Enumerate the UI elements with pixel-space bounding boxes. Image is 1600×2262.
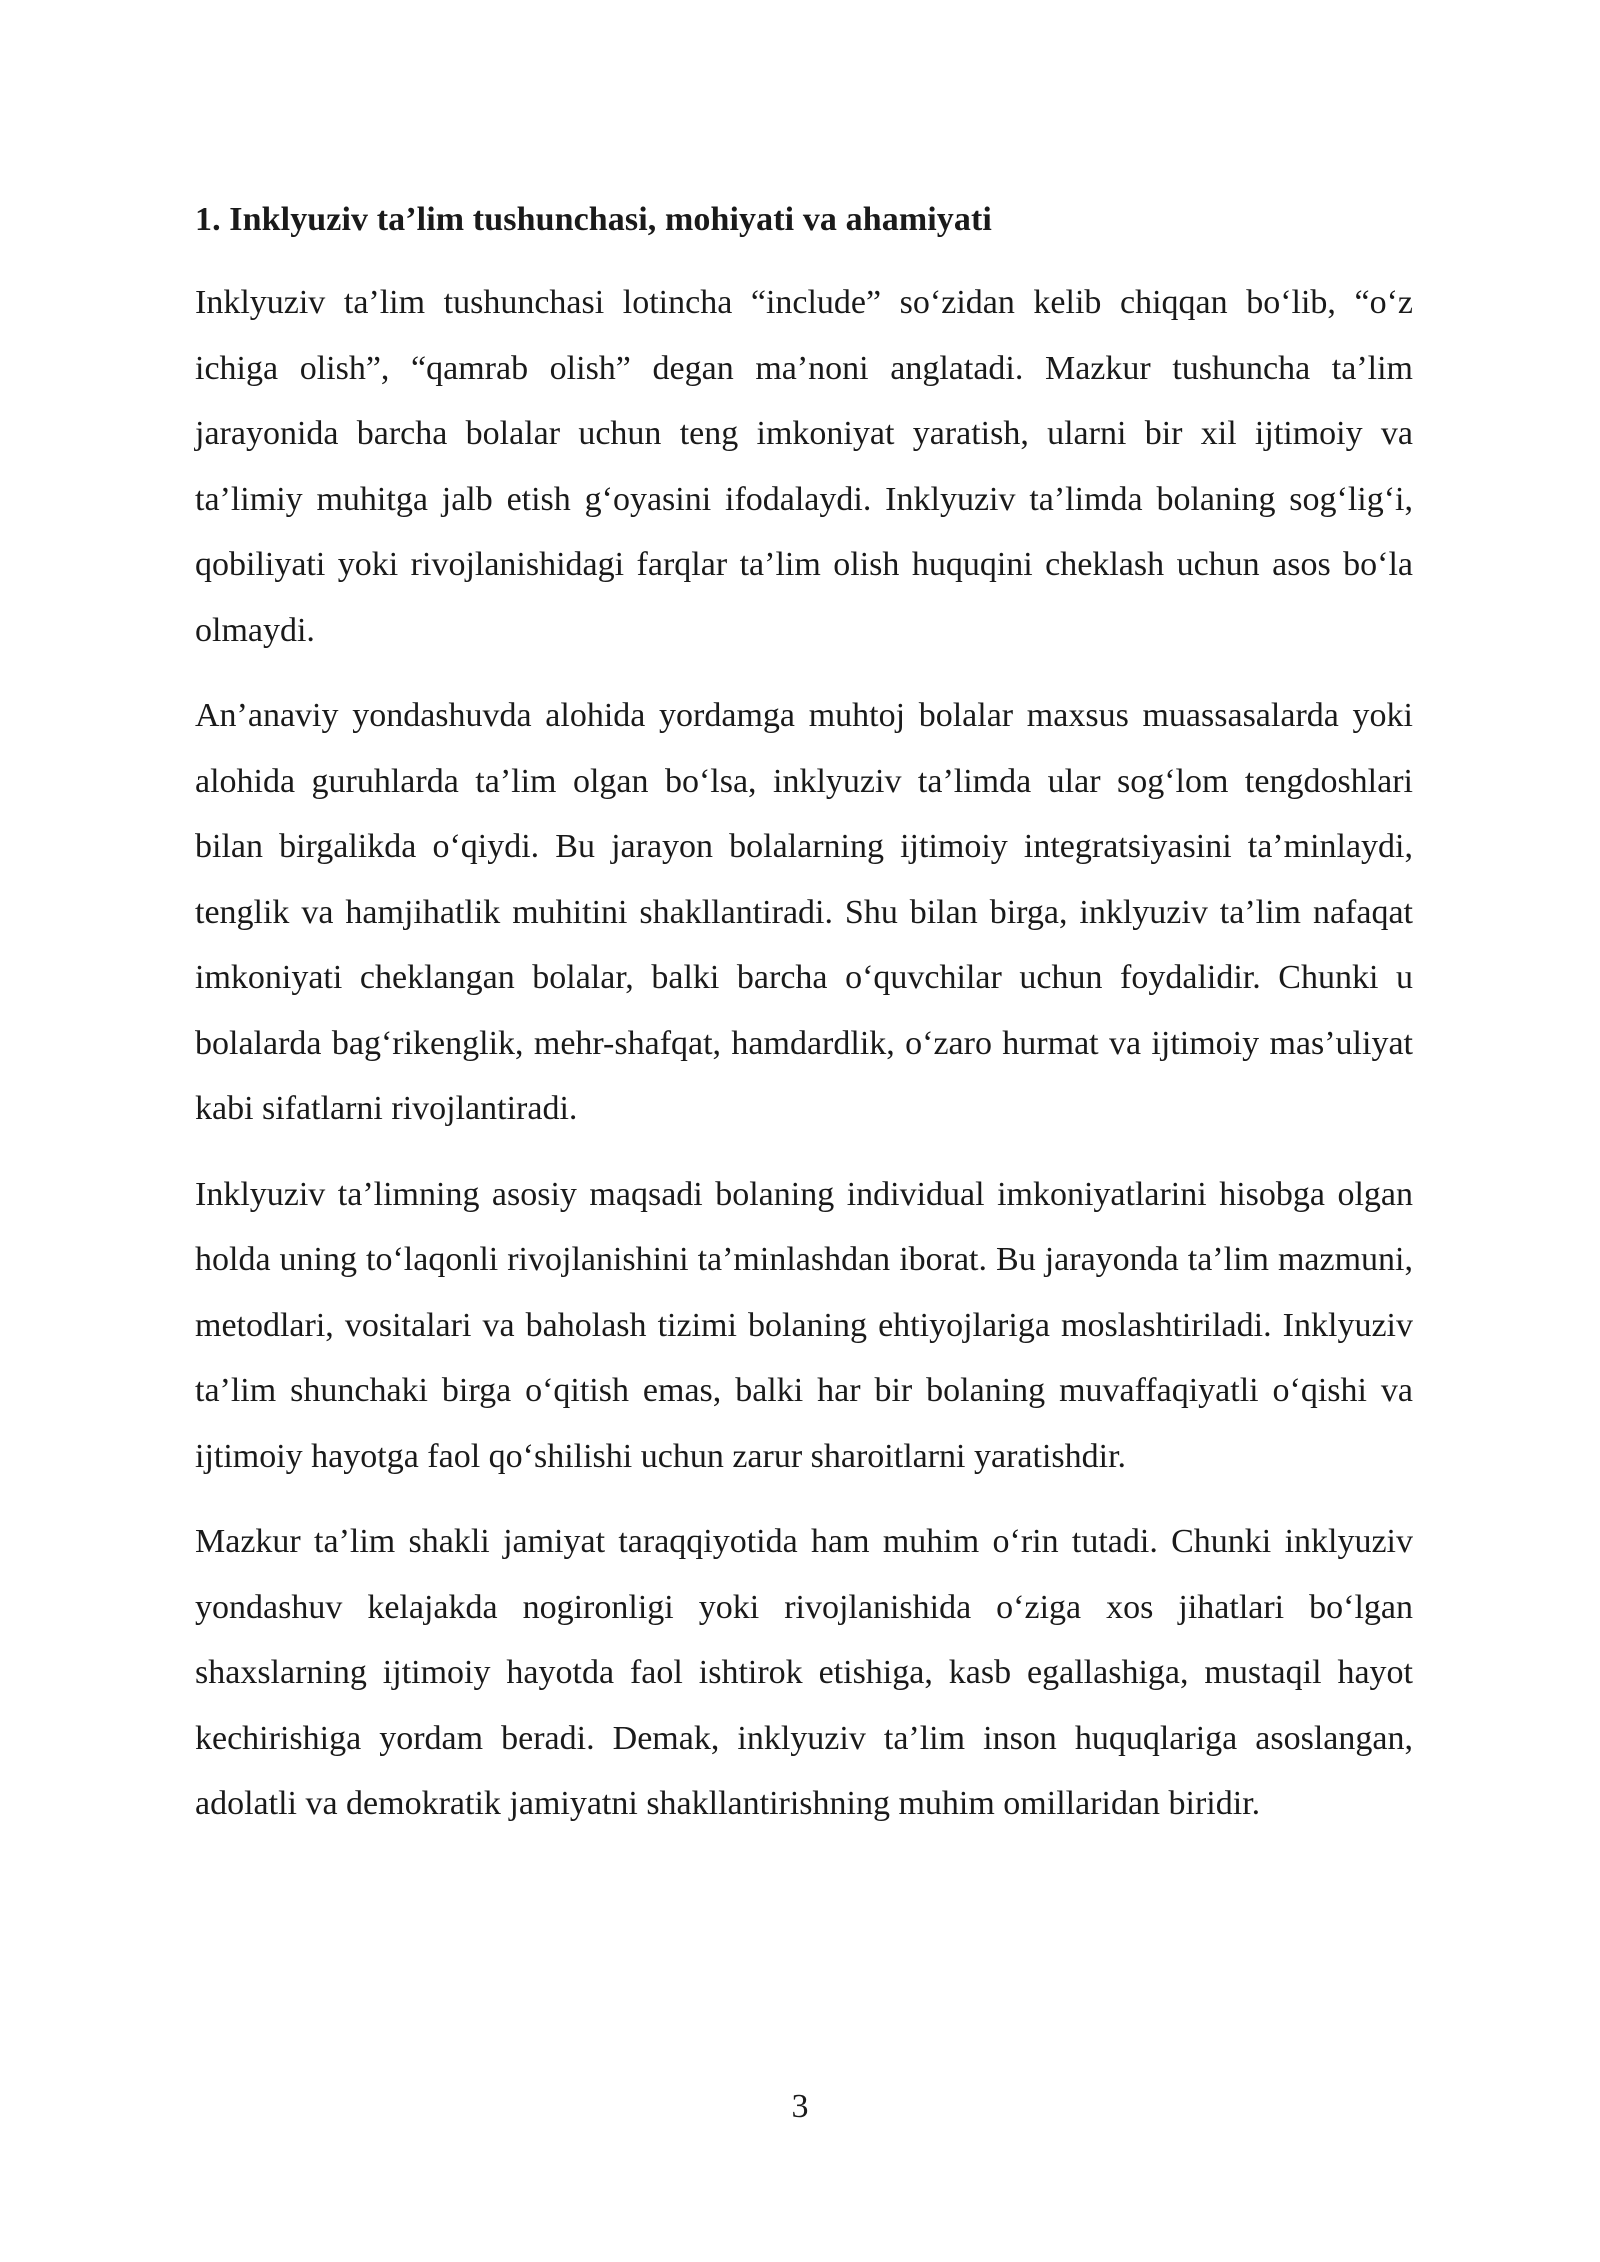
paragraph-3: Inklyuziv ta’limning asosiy maqsadi bolaning individual imkoniyatlarini hisobga olgan holda uning to‘laqonli rivojlanishini ta’minlashdan iborat. Bu jarayonda ta’lim mazmuni, metodlari, vositalari va baholash tizimi bolaning ehtiyojlariga moslashtiriladi. Inklyuziv ta’lim shunchaki birga o‘qitish emas, balki har bir bolaning muvaffaqiyatli o‘qishi va ijtimoiy hayotga faol qo‘shilishi uchun zarur sharoitlarni yaratishdir. bbox=[195, 1175, 1413, 1475]
page-number: 3 bbox=[791, 2088, 809, 2125]
section-heading: 1. Inklyuziv ta’lim tushunchasi, mohiyati va ahamiyati bbox=[195, 201, 992, 238]
page-content bbox=[195, 190, 1413, 1857]
paragraph-1: Inklyuziv ta’lim tushunchasi lotincha “include” so‘zidan kelib chiqqan bo‘lib, “o‘z ichiga olish”, “qamrab olish” degan ma’noni anglatadi. Mazkur tushuncha ta’lim jarayonida barcha bolalar uchun teng imkoniyat yaratish, ularni bir xil ijtimoiy va ta’limiy muhitga jalb etish g‘oyasini ifodalaydi. Inklyuziv ta’limda bolaning sog‘lig‘i, qobiliyati yoki rivojlanishidagi farqlar ta’lim olish huquqini cheklash uchun asos bo‘la olmaydi. bbox=[195, 284, 1413, 649]
paragraph-2: An’anaviy yondashuvda alohida yordamga muhtoj bolalar maxsus muassasalarda yoki alohida guruhlarda ta’lim olgan bo‘lsa, inklyuziv ta’limda ular sog‘lom tengdoshlari bilan birgalikda o‘qiydi. Bu jarayon bolalarning ijtimoiy integratsiyasini ta’minlaydi, tenglik va hamjihatlik muhitini shakllantiradi. Shu bilan birga, inklyuziv ta’lim nafaqat imkoniyati cheklangan bolalar, balki barcha o‘quvchilar uchun foydalidir. Chunki u bolalarda bag‘rikenglik, mehr-shafqat, hamdardlik, o‘zaro hurmat va ijtimoiy mas’uliyat kabi sifatlarni rivojlantiradi. bbox=[195, 697, 1413, 1127]
paragraph-4: Mazkur ta’lim shakli jamiyat taraqqiyotida ham muhim o‘rin tutadi. Chunki inklyuziv yondashuv kelajakda nogironligi yoki rivojlanishida o‘ziga xos jihatlari bo‘lgan shaxslarning ijtimoiy hayotda faol ishtirok etishiga, kasb egallashiga, mustaqil hayot kechirishiga yordam beradi. Demak, inklyuziv ta’lim inson huquqlariga asoslangan, adolatli va demokratik jamiyatni shakllantirishning muhim omillaridan biridir. bbox=[195, 1523, 1413, 1822]
